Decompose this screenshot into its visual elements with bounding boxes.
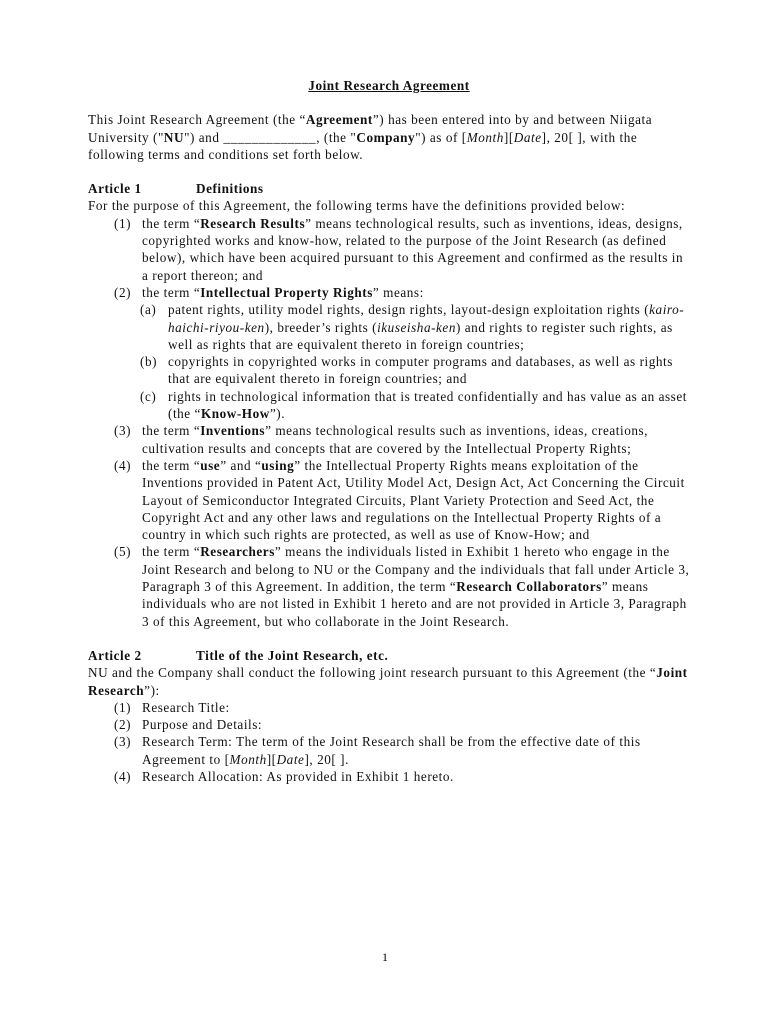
intro-text: ][ [503, 129, 514, 145]
item-text: ” means: [372, 284, 424, 300]
item-text: ”). [269, 406, 286, 422]
item-text: Research Title: [142, 699, 230, 715]
defined-term: Inventions [200, 423, 266, 439]
lead-text: ”): [144, 682, 160, 698]
article-1-item-2a [88, 301, 690, 353]
item-text: the term “ [142, 544, 201, 560]
item-number: (3) [114, 423, 132, 439]
article-2-item-1 [88, 699, 690, 716]
article-1-lead: For the purpose of this Agreement, the following terms have the definitions provided below: [88, 198, 626, 214]
article-2-item-3 [88, 733, 690, 768]
article-1-item-1 [88, 215, 690, 284]
item-text: rights in technological information that is treated confidentially and has value as an asset (the “ [168, 388, 687, 422]
item-text: ) and rights to register such rights, as well as rights that are equivalent thereto in foreign countries; [168, 319, 673, 352]
article-2-number: Article 2 [88, 647, 142, 663]
item-number: (c) [140, 388, 157, 404]
item-number: (5) [114, 544, 132, 560]
article-1-heading [88, 180, 690, 197]
article-2-heading [88, 647, 690, 664]
article-1-item-2b [88, 353, 690, 388]
defined-term: use [200, 457, 221, 473]
defined-term: Intellectual Property Rights [200, 284, 373, 300]
article-1-item-2 [88, 284, 690, 301]
item-text: ], 20[ ]. [304, 751, 349, 767]
article-2-title: Title of the Joint Research, etc. [196, 647, 389, 663]
item-text: the term “ [142, 423, 201, 439]
item-text: ” means the individuals listed in Exhibit 1 hereto who engage in the Joint Research and belong to NU or the Company and the individuals that fall under Article 3, Paragraph 3 of this Agreement. In addition, the term “ [142, 544, 690, 595]
article-2-lead [88, 664, 690, 699]
article-1-item-4 [88, 457, 690, 543]
italic-term: Month [229, 751, 267, 767]
intro-text: This Joint Research Agreement (the “ [88, 112, 306, 128]
item-text: ” means individuals who are not listed in Exhibit 1 hereto and are not provided in Article 3, Paragraph 3 of this Agreement, but who collaborate in the Joint Research. [142, 579, 687, 629]
defined-term: Know-How [200, 406, 270, 422]
intro-term-nu: NU [163, 129, 185, 145]
document-title: Joint Research Agreement [308, 78, 470, 93]
item-text: Research Allocation: As provided in Exhibit 1 hereto. [142, 768, 454, 784]
intro-text: ”) has been entered into by and between Niigata University (" [88, 112, 653, 145]
item-text: copyrights in copyrighted works in computer programs and databases, as well as rights that are equivalent thereto in foreign countries; and [168, 354, 673, 387]
item-text: the term “ [142, 457, 201, 473]
article-1-item-5 [88, 543, 690, 629]
italic-term: ikuseisha-ken [377, 319, 456, 335]
intro-term-company: Company [356, 129, 416, 145]
defined-term: using [261, 457, 295, 473]
intro-text: ], 20[ ], with the following terms and conditions set forth below. [88, 129, 638, 162]
item-text: Research Term: The term of the Joint Research shall be from the effective date of this Agreement to [ [142, 734, 641, 767]
item-number: (4) [114, 768, 132, 784]
item-text: Purpose and Details: [142, 717, 263, 733]
article-1-number: Article 1 [88, 181, 142, 197]
intro-date: Date [513, 129, 542, 145]
item-number: (1) [114, 699, 132, 715]
article-1-item-3 [88, 422, 690, 457]
italic-term: Date [276, 751, 305, 767]
intro-text: ") and _____________, (the " [184, 129, 357, 145]
item-number: (a) [140, 302, 157, 318]
article-1-title: Definitions [196, 181, 264, 197]
intro-month: Month [466, 129, 504, 145]
intro-term-agreement: Agreement [305, 112, 373, 128]
item-text: ” and “ [220, 457, 262, 473]
item-text: ), breeder’s rights ( [264, 319, 378, 335]
defined-term: Research Results [200, 215, 306, 231]
item-number: (4) [114, 457, 132, 473]
item-number: (2) [114, 717, 132, 733]
defined-term: Research Collaborators [456, 579, 602, 595]
intro-text: ") as of [ [415, 129, 467, 145]
item-text: the term “ [142, 215, 201, 231]
article-1-item-2c [88, 388, 690, 423]
item-text: the term “ [142, 284, 201, 300]
item-number: (2) [114, 284, 132, 300]
page-number: 1 [382, 950, 388, 964]
item-text: patent rights, utility model rights, design rights, layout-design exploitation rights ( [168, 302, 650, 318]
item-number: (1) [114, 215, 132, 231]
item-text: ][ [266, 751, 277, 767]
article-2-item-4 [88, 768, 690, 785]
item-number: (3) [114, 734, 132, 750]
italic-term: kairo-haichi-riyou-ken [168, 302, 685, 335]
item-text: ” the Intellectual Property Rights means exploitation of the Inventions provided in Patent Act, Utility Model Act, Design Act, Act Concerning the Circuit Layout of Semiconductor Integrated Circuits, Plant Variety Protection and Seed Act, the Copyright Act and any other laws and regulations on the Intellectual Property Rights of a country in which such rights are protected, as well as use of Know-How; and [142, 457, 685, 543]
intro-paragraph [88, 111, 690, 163]
lead-text: NU and the Company shall conduct the following joint research pursuant to this Agreement (the “ [88, 665, 657, 681]
item-text: ” means technological results such as inventions, ideas, creations, cultivation results and concepts that are covered by the Intellectual Property Rights; [142, 423, 649, 456]
item-text: ” means technological results, such as inventions, ideas, designs, copyrighted works and know-how, related to the purpose of the Joint Research (as defined below), which have been acquired pursuant to this Agreement and confirmed as the results in a report thereon; and [142, 215, 684, 283]
defined-term: Researchers [200, 544, 275, 560]
item-number: (b) [140, 354, 158, 370]
article-2-item-2 [88, 716, 690, 733]
defined-term: Joint Research [88, 665, 688, 698]
